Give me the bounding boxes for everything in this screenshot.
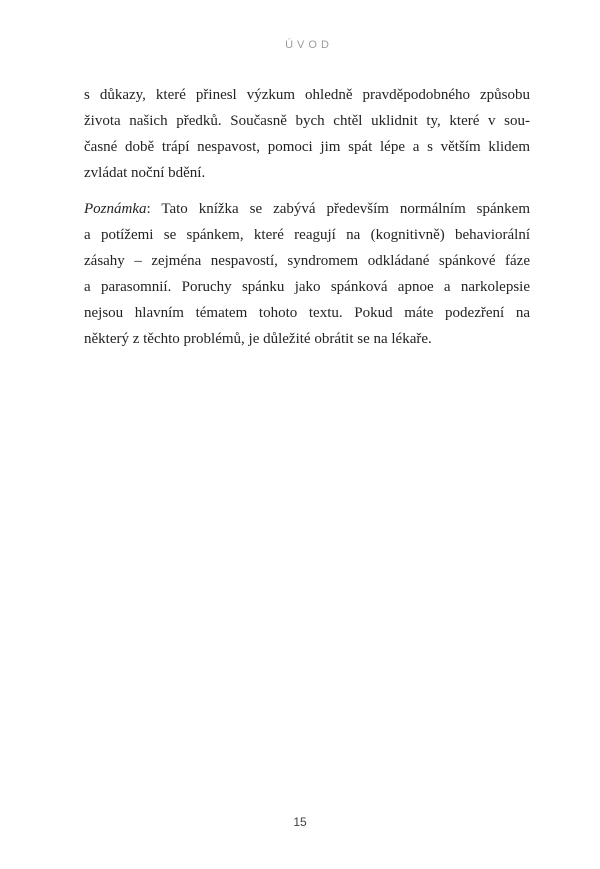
- paragraph-2-line-5: nejsou hlavním tématem tohoto textu. Pokud máte podezření na: [84, 305, 530, 321]
- paragraph-1-line-4: zvládat noční bdění.: [84, 165, 206, 181]
- body-text: [84, 82, 530, 352]
- running-head: ÚVOD: [285, 39, 333, 51]
- paragraph-2-line-4: a parasomnií. Poruchy spánku jako spánková apnoe a narkolepsie: [84, 279, 530, 295]
- paragraph-2-line-6: některý z těchto problémů, je důležité obrátit se na lékaře.: [84, 331, 432, 347]
- paragraph-1-line-2: života našich předků. Současně bych chtěl uklidnit ty, které v sou-: [84, 113, 530, 129]
- paragraph-2-line-2: a potížemi se spánkem, které reagují na (kognitivně) behaviorální: [84, 227, 530, 243]
- paragraph-1: [84, 82, 530, 186]
- paragraph-2-line-1-rest: : Tato knížka se zabývá především normálním spánkem: [146, 201, 530, 217]
- paragraph-2-line-1: [84, 196, 530, 222]
- page-number: 15: [293, 815, 307, 829]
- paragraph-1-line-3: časné době trápí nespavost, pomoci jim spát lépe a s větším klidem: [84, 139, 530, 155]
- paragraph-1-line-1: s důkazy, které přinesl výzkum ohledně pravděpodobného způsobu: [84, 87, 530, 103]
- note-label-italic: Poznámka: [84, 201, 147, 217]
- paragraph-2-note: [84, 196, 530, 352]
- paragraph-2-line-3: zásahy – zejména nespavostí, syndromem odkládané spánkové fáze: [84, 253, 530, 269]
